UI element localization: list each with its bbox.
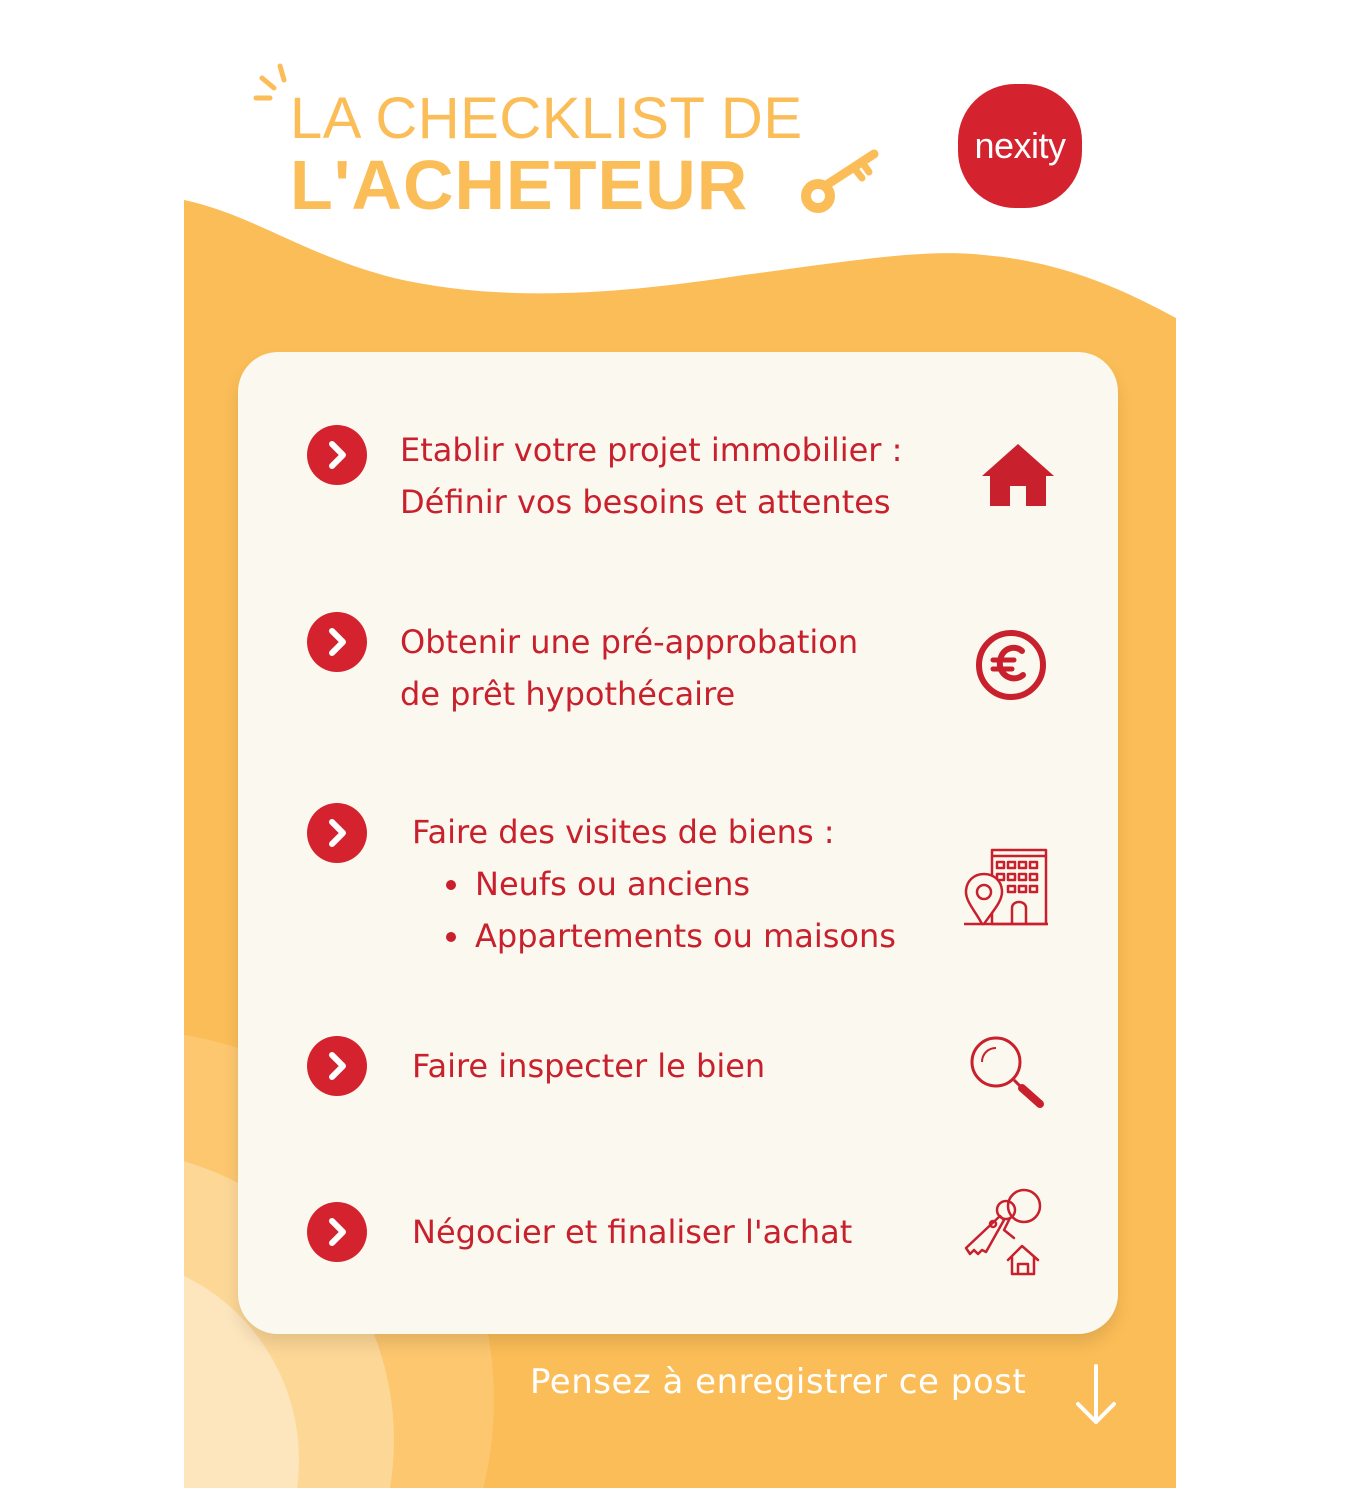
bullet-item: Appartements ou maisons: [412, 910, 896, 962]
euro-icon: [974, 628, 1048, 702]
keys-house-icon: [960, 1184, 1048, 1278]
title-line-2: L'ACHETEUR: [290, 146, 749, 224]
item-heading: Faire des visites de biens :: [412, 813, 835, 851]
checklist-item-text: Obtenir une pré-approbation de prêt hypothécaire: [400, 623, 859, 713]
building-location-icon: [962, 842, 1052, 926]
save-post-hint: Pensez à enregistrer ce post: [530, 1362, 1027, 1402]
key-icon: [796, 146, 882, 218]
checklist-item-text: Etablir votre projet immobilier : Définir vos besoins et attentes: [400, 431, 903, 521]
house-icon: [978, 440, 1058, 510]
checklist-item: [238, 802, 1118, 982]
nexity-logo: nexity: [958, 84, 1082, 208]
checklist-item-text: Négocier et finaliser l'achat: [412, 1213, 853, 1251]
checklist-poster: [184, 0, 1176, 1488]
chevron-right-icon: [307, 803, 367, 863]
chevron-right-icon: [307, 425, 367, 485]
title-line-1: LA CHECKLIST DE: [290, 86, 803, 151]
chevron-right-icon: [307, 612, 367, 672]
checklist-item: [238, 1036, 1118, 1136]
chevron-right-icon: [307, 1036, 367, 1096]
arrow-down-icon: [1072, 1362, 1120, 1428]
checklist-item: [238, 422, 1118, 542]
bullet-item: Neufs ou anciens: [412, 858, 896, 910]
item-bullets: [412, 858, 896, 962]
chevron-right-icon: [307, 1202, 367, 1262]
magnifier-icon: [966, 1034, 1046, 1110]
checklist-card: [238, 352, 1118, 1334]
checklist-item-text: Faire inspecter le bien: [412, 1047, 766, 1085]
checklist-item: [238, 1202, 1118, 1302]
checklist-item-text: [412, 806, 896, 962]
checklist-item: [238, 612, 1118, 732]
